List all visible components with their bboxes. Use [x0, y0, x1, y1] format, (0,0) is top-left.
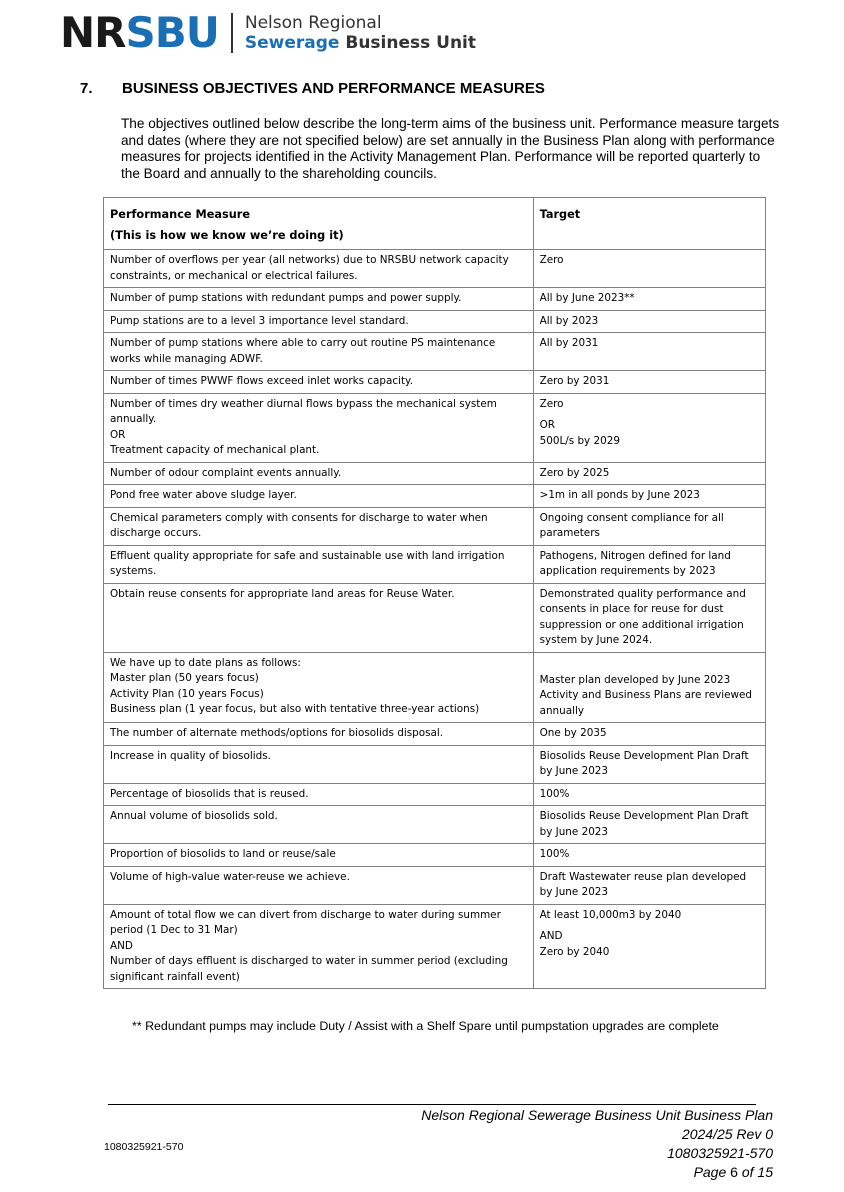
table-row [104, 333, 766, 371]
footer-doc-id: 1080325921-570 [104, 1141, 184, 1153]
table-row [104, 806, 766, 844]
header-performance-measure: Performance Measure (This is how we know we’re doing it) [104, 198, 534, 250]
measure-cell [104, 745, 534, 783]
cell-line: All by June 2023** [539, 292, 635, 304]
target-cell [533, 904, 765, 989]
footnote: ** Redundant pumps may include Duty / Assist with a Shelf Spare until pumpstation upgrades are complete [132, 1019, 719, 1033]
header-target: Target [533, 198, 765, 250]
cell-line: Demonstrated quality performance and consents in place for reuse for dust suppression or one additional irrigation system by June 2024. [539, 587, 746, 646]
measure-cell [104, 783, 534, 806]
cell-line: 500L/s by 2029 [539, 434, 620, 447]
cell-line: Master plan developed by June 2023 [539, 673, 731, 686]
footer-rule [108, 1104, 756, 1105]
cell-line: Amount of total flow we can divert from discharge to water during summer period (1 Dec to 31 Mar) [110, 908, 501, 936]
table-row [104, 288, 766, 311]
table-row [104, 583, 766, 652]
measure-cell [104, 583, 534, 652]
cell-line: Master plan (50 years focus) [110, 672, 259, 684]
cell-line: OR [539, 419, 556, 431]
cell-line: Number of times dry weather diurnal flows bypass the mechanical system annually. [110, 397, 497, 425]
logo-divider [231, 13, 233, 53]
cell-line: Ongoing consent compliance for all parameters [539, 511, 724, 539]
cell-line: Biosolids Reuse Development Plan Draft by June 2023 [539, 749, 749, 777]
target-cell [533, 485, 765, 508]
cell-line: Proportion of biosolids to land or reuse/sale [110, 848, 336, 860]
table-row [104, 393, 766, 462]
page-number: Page 6 of 15 [693, 1164, 773, 1180]
cell-line: Number of pump stations where able to carry out routine PS maintenance works while managing ADWF. [110, 337, 496, 365]
table-row [104, 723, 766, 746]
cell-line: Annual volume of biosolids sold. [110, 810, 278, 822]
cell-line: Number of overflows per year (all networks) due to NRSBU network capacity constraints, or mechanical or electrical failures. [110, 254, 509, 282]
table-row [104, 866, 766, 904]
target-cell [533, 745, 765, 783]
cell-line: Number of pump stations with redundant pumps and power supply. [110, 292, 462, 304]
table-row [104, 844, 766, 867]
target-cell [533, 866, 765, 904]
cell-line: Percentage of biosolids that is reused. [110, 787, 309, 800]
measure-cell [104, 288, 534, 311]
cell-line: Pathogens, Nitrogen defined for land application requirements by 2023 [539, 549, 731, 577]
measure-cell [104, 462, 534, 485]
table-row [104, 745, 766, 783]
cell-line: One by 2035 [539, 727, 607, 739]
target-cell [533, 844, 765, 867]
table-row [104, 904, 766, 989]
measure-cell [104, 806, 534, 844]
cell-line: 100% [539, 848, 570, 860]
table-row [104, 783, 766, 806]
cell-line: Biosolids Reuse Development Plan Draft by June 2023 [539, 810, 749, 838]
cell-line: >1m in all ponds by June 2023 [539, 489, 700, 501]
cell-line: All by 2031 [539, 337, 599, 349]
target-cell [533, 333, 765, 371]
cell-line: Zero [539, 397, 564, 410]
target-cell [533, 462, 765, 485]
table-row [104, 310, 766, 333]
nrsbu-logo [60, 8, 476, 58]
section-title: BUSINESS OBJECTIVES AND PERFORMANCE MEASURES [122, 80, 545, 97]
cell-line: Chemical parameters comply with consents for discharge to water when discharge occurs. [110, 511, 488, 539]
table-row [104, 371, 766, 394]
measure-cell [104, 310, 534, 333]
cell-line: Number of odour complaint events annually. [110, 466, 342, 479]
target-cell [533, 783, 765, 806]
measure-cell [104, 371, 534, 394]
target-cell [533, 507, 765, 545]
footer-title-block: Nelson Regional Sewerage Business Unit Business Plan 2024/25 Rev 0 1080325921-570 Page 6 of 15 [421, 1107, 773, 1180]
measure-cell [104, 866, 534, 904]
cell-line: We have up to date plans as follows: [110, 656, 301, 669]
cell-line: At least 10,000m3 by 2040 [539, 908, 682, 921]
cell-line: Zero by 2025 [539, 466, 610, 479]
target-cell [533, 652, 765, 723]
cell-line: Treatment capacity of mechanical plant. [110, 444, 320, 456]
cell-line: Effluent quality appropriate for safe and sustainable use with land irrigation systems. [110, 549, 505, 577]
cell-line: OR [110, 428, 126, 441]
measure-cell [104, 844, 534, 867]
cell-line: All by 2023 [539, 314, 599, 327]
table-row [104, 485, 766, 508]
table-row [104, 507, 766, 545]
section-heading [80, 80, 545, 97]
cell-line: Activity and Business Plans are reviewed annually [539, 689, 753, 717]
target-cell [533, 371, 765, 394]
cell-line: Number of times PWWF flows exceed inlet works capacity. [110, 375, 414, 387]
cell-line: Pond free water above sludge layer. [110, 489, 297, 501]
target-cell [533, 806, 765, 844]
cell-line: Zero by 2040 [539, 945, 610, 958]
target-cell [533, 288, 765, 311]
measure-cell [104, 723, 534, 746]
measure-cell [104, 393, 534, 462]
cell-line: 100% [539, 787, 570, 800]
performance-measures-table [103, 197, 766, 989]
cell-line: Zero by 2031 [539, 375, 610, 387]
intro-paragraph: The objectives outlined below describe the long-term aims of the business unit. Performance measure targets and dates (where they are not specified below) are set annually in the Business Plan along with performance measures for projects identified in the Activity Management Plan. Performance will be reported quarterly to the Board and annually to the shareholding councils. [121, 116, 780, 181]
cell-line: Business plan (1 year focus, but also with tentative three-year actions) [110, 703, 480, 715]
cell-line: The number of alternate methods/options for biosolids disposal. [110, 727, 444, 739]
table-header-row [104, 198, 766, 250]
measure-cell [104, 904, 534, 989]
cell-line: Zero [539, 254, 564, 266]
section-number: 7. [80, 80, 93, 97]
table-row [104, 250, 766, 288]
measure-cell [104, 485, 534, 508]
measure-cell [104, 545, 534, 583]
cell-line: Pump stations are to a level 3 importance level standard. [110, 314, 409, 327]
target-cell [533, 723, 765, 746]
cell-line: Increase in quality of biosolids. [110, 749, 271, 762]
cell-line: Volume of high-value water-reuse we achieve. [110, 870, 350, 883]
table-row [104, 462, 766, 485]
organisation-name: Nelson Regional Sewerage Business Unit [244, 13, 477, 53]
measure-cell [104, 250, 534, 288]
cell-line: Number of days effluent is discharged to water in summer period (excluding significant rainfall event) [110, 955, 508, 983]
table-row [104, 545, 766, 583]
target-cell [533, 250, 765, 288]
target-cell [533, 393, 765, 462]
measure-cell [104, 333, 534, 371]
cell-line: AND [110, 939, 133, 952]
cell-line: AND [539, 930, 563, 942]
cell-line: Draft Wastewater reuse plan developed by June 2023 [539, 870, 747, 898]
table-body [104, 250, 766, 989]
measure-cell [104, 507, 534, 545]
target-cell [533, 583, 765, 652]
measure-cell [104, 652, 534, 723]
target-cell [533, 310, 765, 333]
logo-wordmark: NRSBU [60, 8, 219, 57]
cell-line: Obtain reuse consents for appropriate land areas for Reuse Water. [110, 587, 455, 600]
cell-line: Activity Plan (10 years Focus) [110, 687, 264, 700]
table-row [104, 652, 766, 723]
target-cell [533, 545, 765, 583]
